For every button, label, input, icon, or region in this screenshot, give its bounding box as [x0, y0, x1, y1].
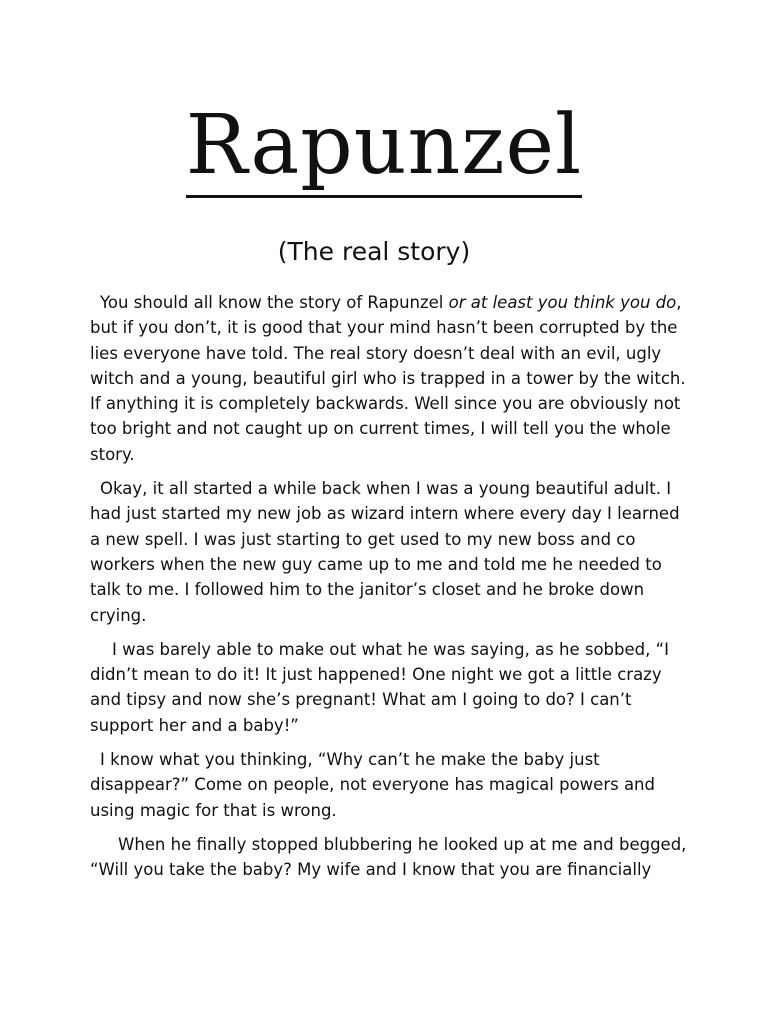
- paragraph-5-text: When he finally stopped blubbering he looked up at me and begged, “Will you take the baby? My wife and I know that you are financially: [90, 834, 687, 880]
- story-paragraph-2: [90, 476, 690, 628]
- document-title: [0, 96, 768, 196]
- story-paragraph-5: [90, 832, 690, 883]
- paragraph-2-text: Okay, it all started a while back when I was a young beautiful adult. I had just started my new job as wizard intern where every day I learned a new spell. I was just starting to get used to my new boss and co workers when the new guy came up to me and told me he needed to talk to me. I followed him to the janitor’s closet and he broke down crying.: [90, 479, 680, 625]
- story-paragraph-1: [90, 290, 690, 467]
- story-paragraph-4: [90, 747, 690, 823]
- paragraph-1-text-start: You should all know the story of Rapunzel: [100, 293, 449, 312]
- document-title-text: Rapunzel: [186, 98, 583, 198]
- paragraph-3-text: I was barely able to make out what he was saying, as he sobbed, “I didn’t mean to do it! It just happened! One night we got a little crazy and tipsy and now she’s pregnant! What am I going to do? I can’t support her and a baby!”: [90, 639, 670, 735]
- story-paragraph-3: [90, 637, 690, 738]
- story-body: [90, 290, 690, 892]
- paragraph-1-emphasis: or at least you think you do: [448, 293, 677, 312]
- document-subtitle: (The real story): [277, 237, 471, 266]
- paragraph-4-text: I know what you thinking, “Why can’t he make the baby just disappear?” Come on people, not everyone has magical powers and using magic for that is wrong.: [90, 750, 655, 820]
- paragraph-1-text-end: , but if you don’t, it is good that your mind hasn’t been corrupted by the lies everyone have told. The real story doesn’t deal with an evil, ugly witch and a young, beautiful girl who is trapped in a tower by the witch. If anything it is completely backwards. Well since you are obviously not too bright and not caught up on current times, I will tell you the whole story.: [90, 293, 686, 464]
